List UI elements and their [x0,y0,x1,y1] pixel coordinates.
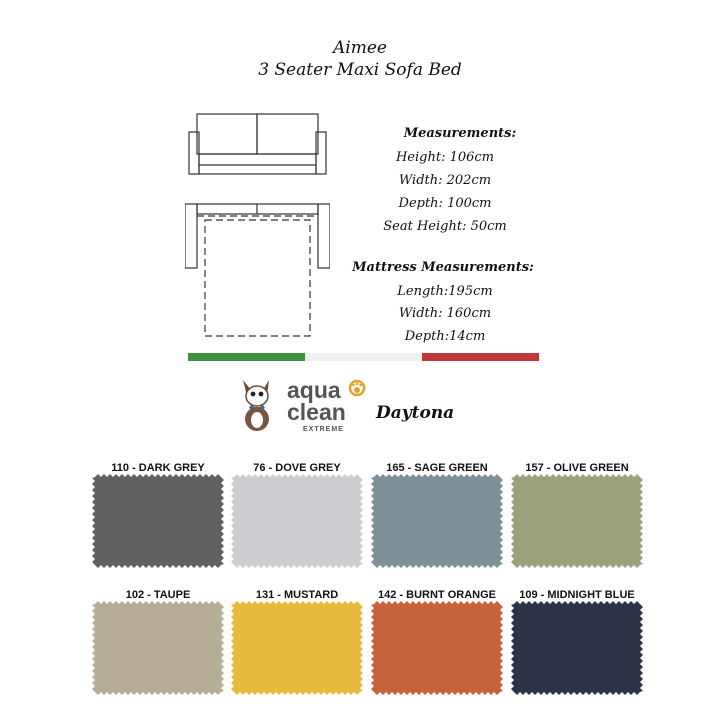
swatch-label: 131 - MUSTARD [255,589,339,601]
swatch-fill [231,601,363,695]
paw-icon [350,381,364,395]
fabric-name: Daytona [376,403,455,423]
swatch-label: 157 - OLIVE GREEN [525,462,629,474]
fabric-swatch[interactable] [231,474,363,568]
fabric-swatch[interactable] [371,601,503,695]
fabric-swatch[interactable] [92,601,224,695]
product-type: 3 Seater Maxi Sofa Bed [258,60,462,80]
swatch-fill [511,601,643,695]
swatch-label: 142 - BURNT ORANGE [378,589,496,601]
logo-text-extreme: EXTREME [303,426,344,433]
mattress-length-value: Length:195cm [397,284,493,299]
mattress-depth-value: Depth:14cm [404,329,486,344]
width-value: Width: 202cm [398,173,492,188]
fabric-swatch[interactable] [511,601,643,695]
fabric-swatch[interactable] [511,474,643,568]
swatch-fill [371,474,503,568]
swatch-fill [371,601,503,695]
swatch-fill [511,474,643,568]
swatch-fill [92,601,224,695]
mattress-width-value: Width: 160cm [398,306,492,321]
logo-text-aqua: aqua [287,377,341,403]
fabric-swatch[interactable] [371,474,503,568]
swatch-label: 102 - TAUPE [125,589,191,601]
mattress-heading: Mattress Measurements: [352,260,534,275]
italian-flag-strip [188,353,539,361]
swatch-fill [231,474,363,568]
dog-mascot-icon [243,380,269,431]
depth-value: Depth: 100cm [398,196,492,211]
sofa-diagram [185,110,330,342]
flag-white [305,353,422,361]
swatch-label: 165 - SAGE GREEN [386,462,488,474]
swatch-fill [92,474,224,568]
seat-height-value: Seat Height: 50cm [383,219,507,234]
swatch-label: 76 - DOVE GREY [253,462,341,474]
swatch-label: 110 - DARK GREY [111,462,205,474]
fabric-swatch[interactable] [231,601,363,695]
height-value: Height: 106cm [395,150,495,165]
logo-text-clean: clean [287,399,346,425]
flag-green [188,353,305,361]
flag-red [422,353,539,361]
product-name: Aimee [333,38,387,58]
measurements-heading: Measurements: [403,126,517,141]
swatch-label: 109 - MIDNIGHT BLUE [519,589,635,601]
fabric-swatch[interactable] [92,474,224,568]
